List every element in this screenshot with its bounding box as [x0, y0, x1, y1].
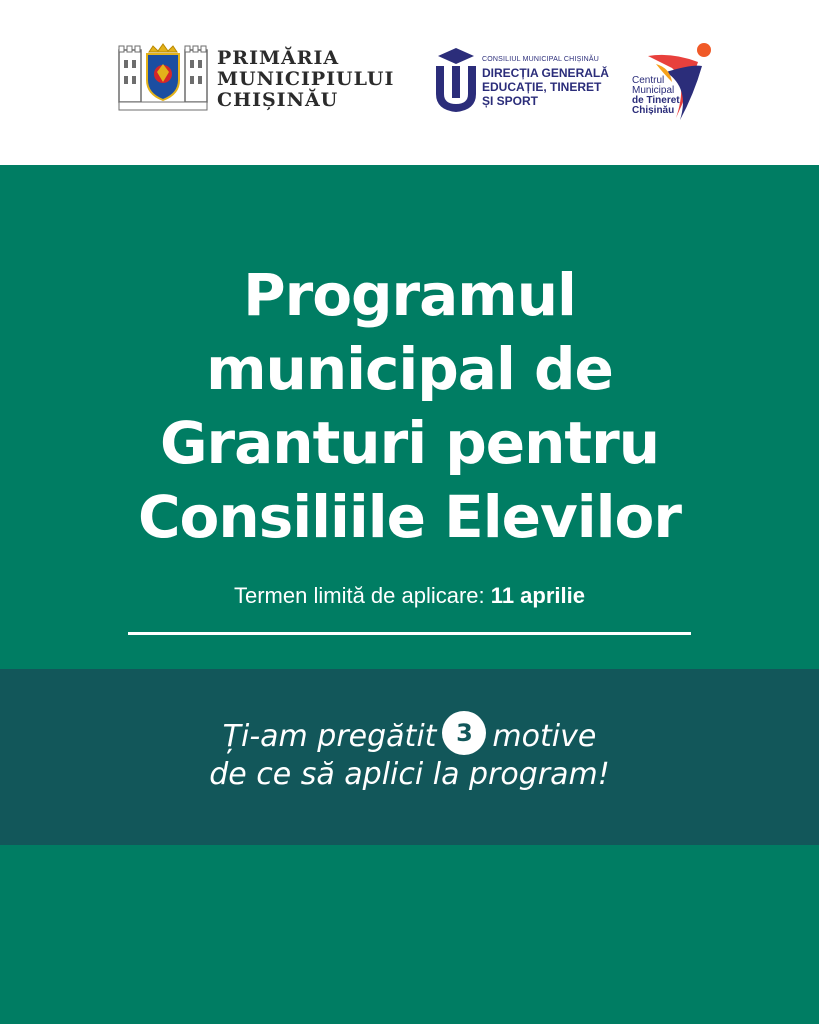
centrul-line: Chișinău: [632, 105, 675, 116]
centrul-logo: [630, 42, 720, 124]
number-badge: 3: [442, 711, 486, 755]
divider-line: [128, 632, 691, 635]
title-line: Programul: [243, 261, 576, 329]
motive-line-2: de ce să aplici la program!: [209, 757, 610, 792]
dgets-line: DIRECȚIA GENERALĂ: [482, 66, 609, 80]
motive-before: Ți-am pregătit: [222, 719, 437, 754]
deadline-label: Termen limită de aplicare:: [234, 583, 485, 608]
primaria-line: PRIMĂRIA: [217, 47, 340, 69]
motive-after: motive: [492, 719, 597, 754]
main-title: [0, 258, 819, 554]
title-line: municipal de: [206, 335, 613, 403]
dgets-logo: [434, 46, 614, 116]
centrul-line: de Tineret: [632, 95, 680, 106]
dgets-line: ȘI SPORT: [482, 94, 539, 108]
title-line: Granturi pentru: [159, 409, 660, 477]
motive-text: [0, 718, 819, 794]
dgets-council-label: CONSILIUL MUNICIPAL CHIȘINĂU: [482, 56, 599, 63]
deadline-date: 11 aprilie: [490, 583, 585, 608]
centrul-line: Centrul: [632, 75, 665, 86]
title-line: Consiliile Elevilor: [137, 483, 682, 551]
centrul-name: [632, 76, 680, 116]
dgets-name: [482, 66, 609, 108]
primaria-name: [217, 48, 394, 111]
primaria-line: MUNICIPIULUI: [217, 68, 395, 90]
motive-line-1: [0, 718, 819, 756]
centrul-line: Municipal: [632, 85, 675, 96]
coat-of-arms-icon: [117, 42, 209, 112]
deadline-text: [0, 583, 819, 609]
primaria-line: CHIȘINĂU: [217, 89, 339, 111]
primaria-logo: [117, 42, 409, 112]
graduation-cap-logo-icon: [434, 46, 478, 114]
dgets-line: EDUCAȚIE, TINERET: [482, 80, 602, 94]
header-logos-bar: [0, 0, 819, 165]
